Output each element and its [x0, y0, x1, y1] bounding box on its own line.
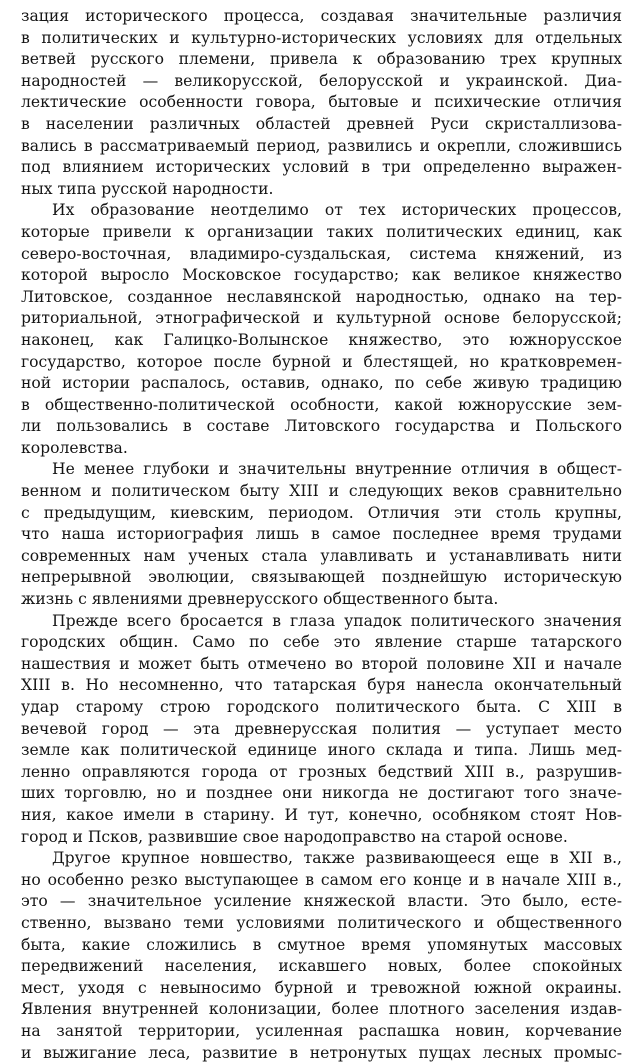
text-line: вечевой город — эта древнерусская полития — уступает место [21, 719, 622, 741]
text-line: ния, какое имели в старину. И тут, конечно, особняком стоят Нов- [21, 805, 622, 827]
text-line: ли пользовались в составе Литовского государства и Польского [21, 416, 622, 438]
text-line: нашествия и может быть отмечено во второй половине XII и начале [21, 654, 622, 676]
text-line: вались в рассматриваемый период, развились и окрепли, сложившись [21, 136, 622, 158]
text-line: Их образование неотделимо от тех исторических процессов, [21, 200, 622, 222]
text-line: городских общин. Само по себе это явление старше татарского [21, 632, 622, 654]
text-line: город и Псков, развившие свое народоправство на старой основе. [21, 827, 622, 849]
text-line: с предыдущим, киевским, периодом. Отличия эти столь крупны, [21, 503, 622, 525]
text-line: народностей — великорусской, белорусской и украинской. Диа- [21, 71, 622, 93]
text-line: зация исторического процесса, создавая значительные различия [21, 6, 622, 28]
text-line: в общественно-политической особности, какой южнорусские зем- [21, 395, 622, 417]
text-line: ветвей русского племени, привела к образованию трех крупных [21, 49, 622, 71]
text-line: XIII в. Но несомненно, что татарская буря нанесла окончательный [21, 675, 622, 697]
text-line: ленно оправляются города от грозных бедствий XIII в., разрушив- [21, 762, 622, 784]
text-line: Явления внутренней колонизации, более плотного заселения издав- [21, 999, 622, 1021]
text-line: на занятой территории, усиленная распашка новин, корчевание [21, 1021, 622, 1043]
paragraph [21, 848, 622, 1064]
text-line: венном и политическом быту XIII и следующих веков сравнительно [21, 481, 622, 503]
text-line: Не менее глубоки и значительны внутренние отличия в общест- [21, 459, 622, 481]
text-line: которые привели к организации таких политических единиц, как [21, 222, 622, 244]
text-line: удар старому строю городского политического быта. С XIII в [21, 697, 622, 719]
text-line: непрерывной эволюции, связывающей позднейшую историческую [21, 567, 622, 589]
text-line: и выжигание леса, развитие в нетронутых пущах лесных промыс- [21, 1043, 622, 1064]
text-line: государство, которое после бурной и блестящей, но кратковремен- [21, 352, 622, 374]
text-line: королевства. [21, 438, 622, 460]
paragraph [21, 200, 622, 459]
text-line: Литовское, созданное неславянской народностью, однако на тер- [21, 287, 622, 309]
text-line: Прежде всего бросается в глаза упадок политического значения [21, 611, 622, 633]
paragraph [21, 611, 622, 849]
text-line: что наша историография лишь в самое последнее время трудами [21, 524, 622, 546]
text-line: передвижений населения, искавшего новых, более спокойных [21, 956, 622, 978]
text-line: но особенно резко выступающее в самом его конце и в начале XIII в., [21, 870, 622, 892]
text-line: это — значительное усиление княжеской власти. Это было, есте- [21, 891, 622, 913]
text-line: Другое крупное новшество, также развивающееся еще в XII в., [21, 848, 622, 870]
text-line: быта, какие сложились в смутное время упомянутых массовых [21, 935, 622, 957]
text-line: под влиянием исторических условий в три определенно выражен- [21, 157, 622, 179]
text-line: мест, уходя с невыносимо бурной и тревожной южной окраины. [21, 978, 622, 1000]
text-line: ных типа русской народности. [21, 179, 622, 201]
text-line: ной истории распалось, оставив, однако, по себе живую традицию [21, 373, 622, 395]
text-line: северо-восточная, владимиро-суздальская, система княжений, из [21, 244, 622, 266]
text-line: ших торговлю, но и позднее они никогда не достигают того значе- [21, 783, 622, 805]
paragraph [21, 459, 622, 610]
paragraph [21, 6, 622, 200]
text-line: современных нам ученых стала улавливать и устанавливать нити [21, 546, 622, 568]
text-line: в политических и культурно-исторических условиях для отдельных [21, 28, 622, 50]
text-line: земле как политической единице иного склада и типа. Лишь мед- [21, 740, 622, 762]
text-line: ственно, вызвано теми условиями политического и общественного [21, 913, 622, 935]
text-line: лектические особенности говора, бытовые и психические отличия [21, 92, 622, 114]
text-line: наконец, как Галицко-Волынское княжество, это южнорусское [21, 330, 622, 352]
text-line: которой выросло Московское государство; как великое княжество [21, 265, 622, 287]
text-line: в населении различных областей древней Руси скристаллизова- [21, 114, 622, 136]
text-line: жизнь с явлениями древнерусского общественного быта. [21, 589, 622, 611]
text-line: риториальной, этнографической и культурной основе белорусской; [21, 308, 622, 330]
